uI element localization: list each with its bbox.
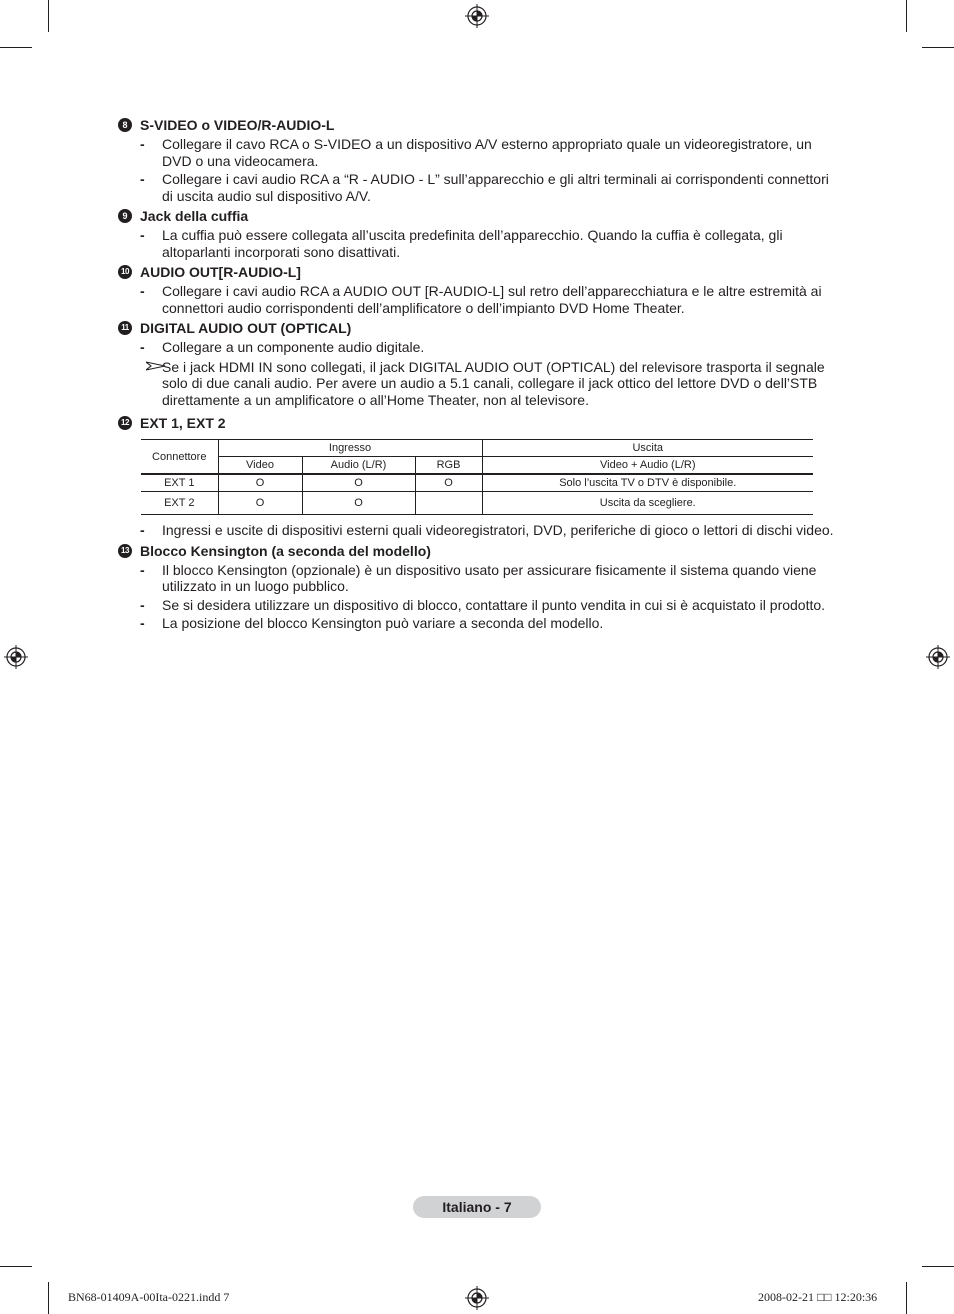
list-item	[118, 171, 834, 204]
list-item-text: Collegare il cavo RCA o S-VIDEO a un dispositivo A/V esterno appropriato quale un videoregistratore, un DVD o una videocamera.	[162, 136, 812, 169]
ext-connector-table	[141, 439, 813, 515]
crop-mark	[922, 47, 954, 48]
section-title: S-VIDEO o VIDEO/R-AUDIO-L	[140, 117, 335, 133]
list-item	[118, 283, 834, 316]
table-cell: Solo l’uscita TV o DTV è disponibile.	[482, 474, 813, 492]
section-number-badge: 12	[118, 416, 132, 430]
list-item	[118, 562, 834, 595]
registration-mark-icon	[465, 1286, 489, 1310]
table-cell: EXT 2	[141, 492, 218, 515]
table-header-connector: Connettore	[141, 440, 218, 475]
timestamp-slug: 2008-02-21 □□ 12:20:36	[758, 1290, 878, 1304]
table-subheader: Audio (L/R)	[302, 457, 415, 475]
table-header-output: Uscita	[482, 440, 813, 457]
list-item-text: Collegare i cavi audio RCA a “R - AUDIO - L” sull’apparecchio e gli altri terminali ai corrispondenti connettori di uscita audio sul dispositivo A/V.	[162, 171, 829, 204]
section-number-badge: 13	[118, 544, 132, 558]
list-item-text: Collegare a un componente audio digitale.	[162, 339, 425, 355]
list-item-text: Il blocco Kensington (opzionale) è un dispositivo usato per assicurare fisicamente il sistema quando viene utilizzato in un luogo pubblico.	[162, 561, 817, 594]
bullet-dash: -	[140, 615, 145, 631]
section-title: EXT 1, EXT 2	[140, 415, 226, 431]
section-title: AUDIO OUT[R-AUDIO-L]	[140, 264, 301, 280]
page-number-label: Italiano - 7	[413, 1196, 541, 1218]
section-s-video	[118, 116, 834, 204]
list-item-text: La posizione del blocco Kensington può variare a seconda del modello.	[162, 615, 604, 631]
list-item-text: Se si desidera utilizzare un dispositivo di blocco, contattare il punto vendita in cui si è acquistato il prodotto.	[162, 596, 826, 613]
section-number-badge: 11	[118, 321, 132, 335]
registration-mark-icon	[926, 645, 950, 669]
bullet-dash: -	[140, 171, 145, 187]
section-heading	[118, 116, 834, 134]
section-heading	[118, 542, 834, 560]
bullet-dash: -	[140, 283, 145, 299]
section-heading	[118, 319, 834, 337]
bullet-dash: -	[140, 227, 145, 243]
section-number-badge: 10	[118, 265, 132, 279]
section-heading	[118, 414, 834, 432]
section-ext	[118, 414, 834, 539]
crop-mark	[48, 1282, 49, 1314]
table-cell: Uscita da scegliere.	[482, 492, 813, 515]
table-cell: O	[302, 492, 415, 515]
section-number-badge: 9	[118, 209, 132, 223]
table-cell	[415, 492, 482, 515]
crop-mark	[0, 1266, 32, 1267]
table-subheader: RGB	[415, 457, 482, 475]
section-title: DIGITAL AUDIO OUT (OPTICAL)	[140, 320, 352, 336]
table-cell: O	[218, 474, 302, 492]
crop-mark	[0, 47, 32, 48]
list-item-text: La cuffia può essere collegata all’uscita predefinita dell’apparecchio. Quando la cuffia è collegata, gli altoparlanti incorporati sono disattivati.	[162, 227, 783, 260]
table-cell: O	[302, 474, 415, 492]
section-title: Jack della cuffia	[140, 208, 249, 224]
list-item-text: Collegare i cavi audio RCA a AUDIO OUT [R-AUDIO-L] sul retro dell’apparecchiatura e le altre estremità ai connettori audio corrispondenti dell’amplificatore o dell’impianto DVD Home Theater.	[162, 283, 822, 316]
section-audio-out	[118, 263, 834, 316]
section-heading	[118, 263, 834, 281]
table-cell: O	[218, 492, 302, 515]
registration-mark-icon	[4, 645, 28, 669]
note-arrow-icon	[118, 359, 162, 409]
note-text: Se i jack HDMI IN sono collegati, il jack DIGITAL AUDIO OUT (OPTICAL) del relevisore trasporta il segnale solo di due canali audio. Per avere un audio a 5.1 canali, collegare il jack ottico del lettore DVD o dell’STB direttamente a un amplificatore o all’Home Theater, non al televisore.	[162, 358, 825, 408]
section-number-badge: 8	[118, 118, 132, 132]
section-headphone-jack	[118, 207, 834, 260]
section-digital-audio-out	[118, 319, 834, 408]
list-item	[118, 597, 834, 614]
bullet-dash: -	[140, 339, 145, 355]
list-item	[118, 339, 834, 356]
list-item-text: Ingressi e uscite di dispositivi esterni quali videoregistratori, DVD, periferiche di gioco o lettori di dischi video.	[162, 522, 834, 538]
bullet-dash: -	[140, 136, 145, 152]
note	[118, 359, 834, 409]
table-subheader: Video	[218, 457, 302, 475]
table-row	[141, 474, 813, 492]
crop-mark	[906, 0, 907, 32]
list-item	[118, 227, 834, 260]
table-cell: EXT 1	[141, 474, 218, 492]
registration-mark-icon	[465, 4, 489, 28]
table-cell: O	[415, 474, 482, 492]
section-title: Blocco Kensington (a seconda del modello)	[140, 542, 431, 559]
bullet-dash: -	[140, 561, 145, 578]
crop-mark	[48, 0, 49, 32]
page-content	[118, 116, 834, 635]
bullet-dash: -	[140, 522, 145, 538]
list-item	[118, 136, 834, 169]
crop-mark	[906, 1282, 907, 1314]
file-name-slug: BN68-01409A-00Ita-0221.indd 7	[68, 1290, 230, 1304]
bullet-dash: -	[140, 596, 145, 613]
section-heading	[118, 207, 834, 225]
list-item	[118, 522, 834, 539]
table-row	[141, 492, 813, 515]
section-kensington-lock	[118, 542, 834, 632]
table-subheader: Video + Audio (L/R)	[482, 457, 813, 475]
list-item	[118, 615, 834, 632]
table-header-input: Ingresso	[218, 440, 482, 457]
crop-mark	[922, 1266, 954, 1267]
